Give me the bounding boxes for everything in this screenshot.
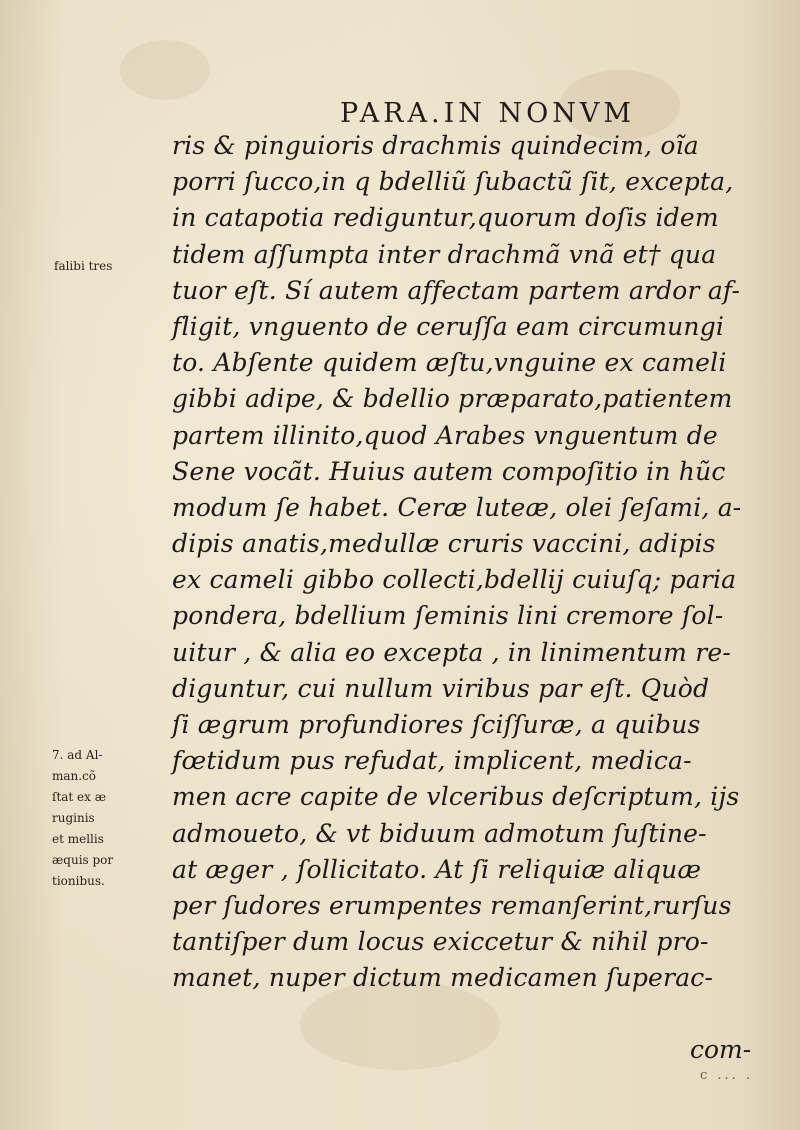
text-line: modum ſe habet. Ceræ luteæ, olei ſeſami, a- <box>172 492 742 522</box>
catchword: com- <box>690 1035 752 1064</box>
margin-note-line: 7. ad Al- <box>52 748 103 762</box>
text-line: ex cameli gibbo collecti,bdellij cuiuſq; paria <box>172 565 737 595</box>
text-line: diguntur, cui nullum viribus par eſt. Quòd <box>172 673 710 703</box>
margin-note-line: ſtat ex æ <box>52 790 107 804</box>
margin-note: falibi tres <box>54 259 113 273</box>
text-line: dipis anatis,medullæ cruris vaccini, adipis <box>172 529 716 559</box>
margin-note-line: man.cõ <box>52 769 97 783</box>
text-line: partem illinito,quod Arabes vnguentum de <box>172 420 718 450</box>
text-line: Sene vocãt. Huius autem compoſitio in hũc <box>172 456 726 486</box>
text-line: at æger , ſollicitato. At ſi reliquiæ aliquæ <box>172 854 702 884</box>
text-line: fligit, vnguento de ceruſſa eam circumungi <box>172 311 725 341</box>
text-line: uitur , & alia eo excepta , in linimentum re- <box>172 637 731 667</box>
margin-note-line: ruginis <box>52 811 95 825</box>
text-line: to. Abſente quidem æſtu,vnguine ex cameli <box>172 348 727 378</box>
text-line: men acre capite de vlceribus deſcriptum, ijs <box>172 782 740 812</box>
text-line: ſi ægrum profundiores ſciſſuræ, a quibus <box>172 710 701 739</box>
signature-mark: c ... . <box>700 1068 754 1083</box>
text-line: pondera, bdellium ſeminis lini cremore ſol- <box>172 601 724 631</box>
paper-stain <box>120 40 210 100</box>
text-line: in catapotia rediguntur,quorum doſis idem <box>172 203 719 233</box>
body-text <box>172 128 772 997</box>
text-line: tidem aſſumpta inter drachmã vnã et† qua <box>172 239 717 269</box>
margin-note-line: tionibus. <box>52 874 105 888</box>
text-line: admoueto, & vt biduum admotum ſuſtine- <box>172 818 707 848</box>
margin-note-line: et mellis <box>52 832 104 846</box>
text-line: per ſudores erumpentes remanſerint,rurſus <box>172 890 732 920</box>
text-line: tuor eſt. Sí autem affectam partem ardor af- <box>172 275 741 305</box>
margin-note-annotation <box>52 745 170 892</box>
text-line: ris & pinguioris drachmis quindecim, oĩa <box>172 131 699 160</box>
text-line: fœtidum pus refudat, implicent, medica- <box>172 746 692 776</box>
margin-note-line: æquis por <box>52 853 114 867</box>
text-line: tantiſper dum locus exiccetur & nihil pro- <box>172 927 709 957</box>
text-line: porri ſucco,in q bdelliũ ſubactũ ſit, excepta, <box>172 167 734 197</box>
text-line: manet, nuper dictum medicamen ſuperac- <box>172 963 714 993</box>
text-line: gibbi adipe, & bdellio præparato,patientem <box>172 384 733 414</box>
running-head: PARA.IN NONVM <box>340 98 635 129</box>
